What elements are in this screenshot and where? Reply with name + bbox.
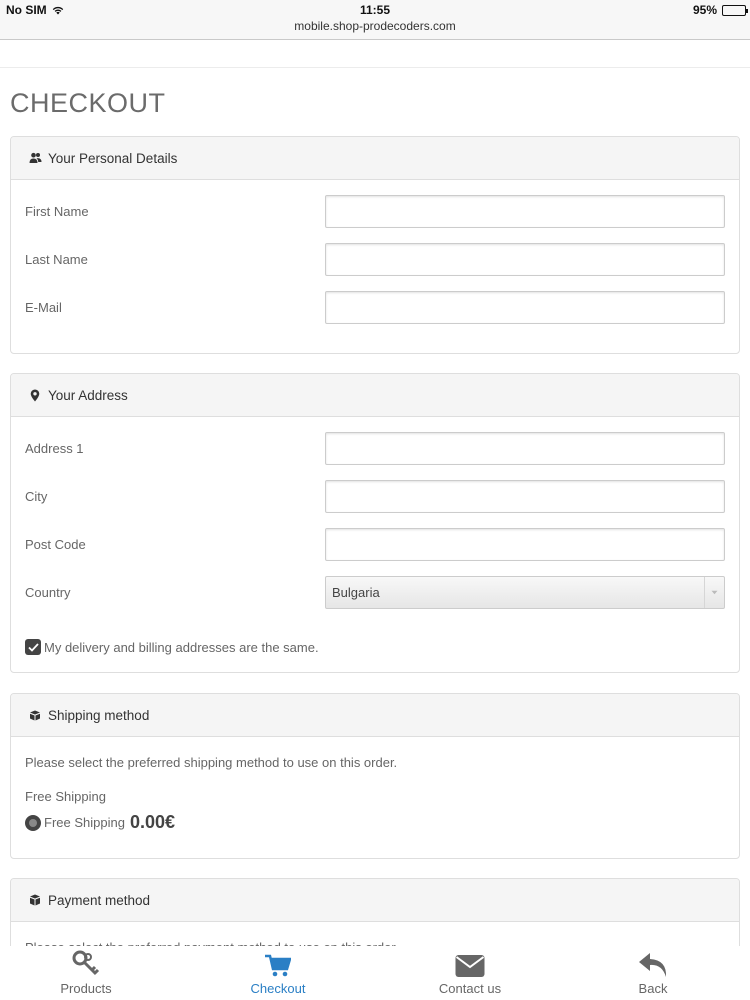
map-marker-icon — [28, 388, 42, 402]
box-icon — [28, 893, 42, 907]
city-row — [11, 474, 739, 522]
postcode-row — [11, 522, 739, 570]
email-row — [11, 285, 739, 333]
nav-products-label: Products — [60, 981, 112, 996]
first-name-label: First Name — [25, 204, 89, 219]
nav-back-label: Back — [638, 981, 668, 996]
country-row — [11, 570, 739, 618]
country-label: Country — [25, 585, 71, 600]
same-address-checkbox[interactable] — [25, 639, 41, 655]
shipping-instruction: Please select the preferred shipping method to use on this order. — [25, 755, 398, 770]
postcode-label: Post Code — [25, 537, 86, 552]
city-label: City — [25, 489, 48, 504]
shopping-cart-icon — [172, 946, 384, 978]
free-shipping-price: 0.00€ — [129, 812, 175, 832]
first-name-row — [11, 189, 739, 237]
users-icon — [28, 151, 42, 165]
url-bar[interactable]: mobile.shop-prodecoders.com — [294, 19, 456, 33]
same-address-checkbox-row[interactable] — [25, 639, 319, 655]
shipping-method-panel — [10, 693, 740, 859]
address-header[interactable] — [11, 374, 739, 417]
box-icon — [28, 708, 42, 722]
shipping-group-title: Free Shipping — [25, 789, 106, 804]
nav-back[interactable] — [556, 946, 750, 1000]
carrier-label: No SIM — [6, 3, 47, 17]
free-shipping-option[interactable] — [25, 812, 175, 833]
payment-method-title: Payment method — [48, 892, 151, 908]
nav-products[interactable] — [0, 946, 172, 1000]
address-panel — [10, 373, 740, 673]
checkmark-icon — [28, 643, 39, 652]
personal-details-header[interactable] — [11, 137, 739, 180]
postcode-input[interactable] — [325, 528, 725, 561]
free-shipping-radio[interactable] — [25, 815, 41, 831]
battery-indicator — [693, 3, 746, 17]
divider — [0, 67, 750, 68]
first-name-input[interactable] — [325, 195, 725, 228]
bottom-nav — [0, 946, 750, 1000]
radio-selected-dot — [29, 819, 37, 827]
shipping-method-header[interactable] — [11, 694, 739, 737]
nav-contact-label: Contact us — [438, 981, 502, 996]
battery-percent: 95% — [692, 3, 717, 17]
address1-row — [11, 426, 739, 474]
free-shipping-label: Free Shipping — [44, 815, 125, 830]
country-selected-value: Bulgaria — [332, 585, 380, 600]
chevron-down-icon — [704, 577, 724, 608]
city-input[interactable] — [325, 480, 725, 513]
same-address-label: My delivery and billing addresses are the same. — [44, 639, 319, 655]
status-bar — [0, 0, 750, 40]
email-label: E-Mail — [25, 300, 62, 315]
address1-label: Address 1 — [25, 441, 84, 456]
payment-method-header[interactable] — [11, 879, 739, 922]
battery-icon — [722, 5, 746, 16]
nav-checkout[interactable] — [172, 946, 384, 1000]
personal-details-panel — [10, 136, 740, 354]
address1-input[interactable] — [325, 432, 725, 465]
last-name-input[interactable] — [325, 243, 725, 276]
last-name-label: Last Name — [25, 252, 88, 267]
reply-arrow-icon — [556, 946, 750, 978]
nav-contact[interactable] — [384, 946, 556, 1000]
personal-details-title: Your Personal Details — [48, 150, 178, 166]
page-title: CHECKOUT — [10, 88, 166, 118]
clock: 11:55 — [359, 3, 391, 17]
email-input[interactable] — [325, 291, 725, 324]
last-name-row — [11, 237, 739, 285]
country-select[interactable] — [325, 576, 725, 609]
keys-icon — [0, 946, 172, 978]
address-title: Your Address — [48, 387, 128, 403]
nav-checkout-label: Checkout — [250, 981, 306, 996]
shipping-method-title: Shipping method — [48, 707, 150, 723]
envelope-icon — [384, 946, 556, 978]
